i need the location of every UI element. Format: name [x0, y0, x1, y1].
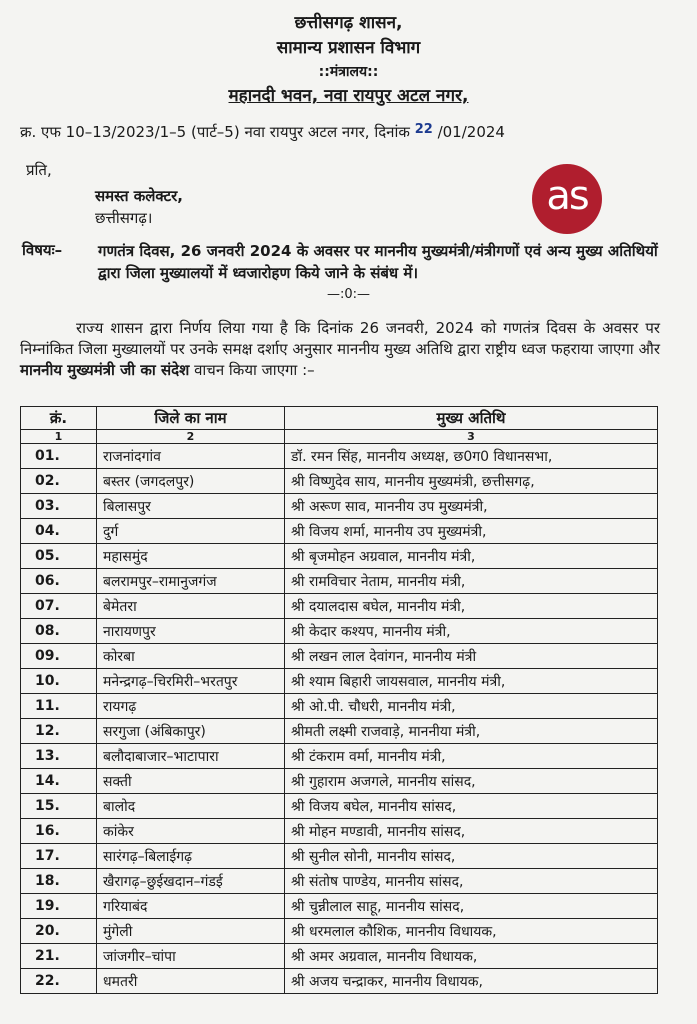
reference-number: क्र. एफ 10–13/2023/1–5 (पार्ट–5) नवा रायपुर अटल नगर, दिनांक: [20, 123, 410, 141]
recipient-state: छत्तीसगढ़।: [95, 209, 153, 227]
reference-date-day: 22: [414, 122, 433, 137]
table-row: [21, 469, 658, 494]
column-number: 2: [97, 430, 285, 444]
chief-guest-cell: श्री धरमलाल कौशिक, माननीय विधायक,: [285, 919, 658, 944]
chief-guest-cell: श्री संतोष पाण्डेय, माननीय सांसद,: [285, 869, 658, 894]
district-cell: धमतरी: [97, 969, 285, 994]
district-cell: गरियाबंद: [97, 894, 285, 919]
district-cell: जांजगीर–चांपा: [97, 944, 285, 969]
chief-guest-cell: श्री अमर अग्रवाल, माननीय विधायक,: [285, 944, 658, 969]
serial-cell: 15.: [21, 794, 97, 819]
table-row: [21, 919, 658, 944]
reference-date-month-year: /01/2024: [437, 123, 505, 141]
reference-line: [20, 122, 505, 142]
chief-guest-cell: श्री अरूण साव, माननीय उप मुख्यमंत्री,: [285, 494, 658, 519]
district-cell: नारायणपुर: [97, 619, 285, 644]
district-cell: कोरबा: [97, 644, 285, 669]
chief-guest-cell: श्री श्याम बिहारी जायसवाल, माननीय मंत्री,: [285, 669, 658, 694]
header-ministry: ::मंत्रालय::: [318, 64, 379, 80]
table-row: [21, 494, 658, 519]
chief-guest-cell: श्रीमती लक्ष्मी राजवाड़े, माननीया मंत्री,: [285, 719, 658, 744]
table-row: [21, 869, 658, 894]
serial-cell: 05.: [21, 544, 97, 569]
serial-cell: 03.: [21, 494, 97, 519]
serial-cell: 18.: [21, 869, 97, 894]
body-paragraph: [20, 318, 660, 381]
district-cell: सक्ती: [97, 769, 285, 794]
district-cell: बेमेतरा: [97, 594, 285, 619]
chief-guest-cell: श्री चुन्नीलाल साहू, माननीय सांसद,: [285, 894, 658, 919]
serial-cell: 16.: [21, 819, 97, 844]
district-cell: रायगढ़: [97, 694, 285, 719]
header-state-government: छत्तीसगढ़ शासन,: [294, 13, 403, 33]
table-row: [21, 694, 658, 719]
header-serial: क्रं.: [21, 407, 97, 430]
table-row: [21, 894, 658, 919]
chief-guest-cell: श्री ओ.पी. चौधरी, माननीय मंत्री,: [285, 694, 658, 719]
subject-label: विषयः–: [22, 241, 63, 259]
district-cell: सारंगढ़–बिलाईगढ़: [97, 844, 285, 869]
header-district: जिले का नाम: [97, 407, 285, 430]
chief-guest-cell: श्री केदार कश्यप, माननीय मंत्री,: [285, 619, 658, 644]
serial-cell: 14.: [21, 769, 97, 794]
table-row: [21, 619, 658, 644]
body-text-part2: वाचन किया जाएगा :–: [194, 361, 315, 379]
table-row: [21, 644, 658, 669]
chief-guest-cell: डॉ. रमन सिंह, माननीय अध्यक्ष, छ0ग0 विधानसभा,: [285, 444, 658, 469]
serial-cell: 13.: [21, 744, 97, 769]
table-row: [21, 569, 658, 594]
serial-cell: 12.: [21, 719, 97, 744]
column-number: 1: [21, 430, 97, 444]
district-cell: खैरागढ़–छुईखदान–गंडई: [97, 869, 285, 894]
column-number: 3: [285, 430, 658, 444]
subject-text: गणतंत्र दिवस, 26 जनवरी 2024 के अवसर पर माननीय मुख्यमंत्री/मंत्रीगणों एवं अन्य मुख्य अतिथियों द्वारा जिला मुख्यालयों में ध्वजारोहण किये जाने के संबंध में।: [98, 242, 658, 282]
serial-cell: 09.: [21, 644, 97, 669]
serial-cell: 08.: [21, 619, 97, 644]
watermark-logo: as: [532, 164, 602, 234]
district-cell: बलौदाबाजार–भाटापारा: [97, 744, 285, 769]
serial-cell: 11.: [21, 694, 97, 719]
table-row: [21, 744, 658, 769]
serial-cell: 21.: [21, 944, 97, 969]
table-row: [21, 794, 658, 819]
district-cell: बलरामपुर–रामानुजगंज: [97, 569, 285, 594]
chief-guest-cell: श्री गुहाराम अजगले, माननीय सांसद,: [285, 769, 658, 794]
body-text-bold: माननीय मुख्यमंत्री जी का संदेश: [20, 361, 190, 379]
table-row: [21, 719, 658, 744]
subject-separator: —:0:—: [326, 287, 371, 302]
table-row: [21, 844, 658, 869]
chief-guest-cell: श्री दयालदास बघेल, माननीय मंत्री,: [285, 594, 658, 619]
district-cell: मुंगेली: [97, 919, 285, 944]
serial-cell: 07.: [21, 594, 97, 619]
district-cell: बिलासपुर: [97, 494, 285, 519]
serial-cell: 06.: [21, 569, 97, 594]
recipient-prati: प्रति,: [26, 161, 52, 179]
body-text-part1: राज्य शासन द्वारा निर्णय लिया गया है कि दिनांक 26 जनवरी, 2024 को गणतंत्र दिवस के अवसर पर निम्नांकित जिला मुख्यालयों पर उनके समक्ष दर्शाए अनुसार माननीय मुख्य अतिथि द्वारा राष्ट्रीय ध्वज फहराया जाएगा और: [20, 319, 660, 358]
table-row: [21, 769, 658, 794]
header-department: सामान्य प्रशासन विभाग: [276, 38, 421, 58]
serial-cell: 02.: [21, 469, 97, 494]
guest-table: [20, 406, 658, 994]
serial-cell: 17.: [21, 844, 97, 869]
serial-cell: 19.: [21, 894, 97, 919]
serial-cell: 10.: [21, 669, 97, 694]
district-cell: बालोद: [97, 794, 285, 819]
chief-guest-cell: श्री बृजमोहन अग्रवाल, माननीय मंत्री,: [285, 544, 658, 569]
chief-guest-cell: श्री सुनील सोनी, माननीय सांसद,: [285, 844, 658, 869]
table-row: [21, 969, 658, 994]
chief-guest-cell: श्री विजय बघेल, माननीय सांसद,: [285, 794, 658, 819]
serial-cell: 01.: [21, 444, 97, 469]
table-row: [21, 594, 658, 619]
serial-cell: 22.: [21, 969, 97, 994]
serial-cell: 20.: [21, 919, 97, 944]
district-cell: कांकेर: [97, 819, 285, 844]
table-row: [21, 819, 658, 844]
table-row: [21, 519, 658, 544]
chief-guest-cell: श्री विजय शर्मा, माननीय उप मुख्यमंत्री,: [285, 519, 658, 544]
table-row: [21, 444, 658, 469]
recipient-collectors: समस्त कलेक्टर,: [95, 187, 183, 205]
table-row: [21, 544, 658, 569]
chief-guest-cell: श्री टंकराम वर्मा, माननीय मंत्री,: [285, 744, 658, 769]
district-cell: सरगुजा (अंबिकापुर): [97, 719, 285, 744]
header-chief-guest: मुख्य अतिथि: [285, 407, 658, 430]
district-cell: दुर्ग: [97, 519, 285, 544]
serial-cell: 04.: [21, 519, 97, 544]
chief-guest-cell: श्री अजय चन्द्राकर, माननीय विधायक,: [285, 969, 658, 994]
chief-guest-cell: श्री रामविचार नेताम, माननीय मंत्री,: [285, 569, 658, 594]
table-row: [21, 944, 658, 969]
district-cell: राजनांदगांव: [97, 444, 285, 469]
chief-guest-cell: श्री मोहन मण्डावी, माननीय सांसद,: [285, 819, 658, 844]
district-cell: महासमुंद: [97, 544, 285, 569]
chief-guest-cell: श्री लखन लाल देवांगन, माननीय मंत्री: [285, 644, 658, 669]
district-cell: मनेन्द्रगढ़–चिरमिरी–भरतपुर: [97, 669, 285, 694]
table-column-numbers: [21, 430, 658, 444]
table-header-row: [21, 407, 658, 430]
chief-guest-cell: श्री विष्णुदेव साय, माननीय मुख्यमंत्री, छत्तीसगढ़,: [285, 469, 658, 494]
header-address: महानदी भवन, नवा रायपुर अटल नगर,: [228, 86, 469, 106]
district-cell: बस्तर (जगदलपुर): [97, 469, 285, 494]
table-row: [21, 669, 658, 694]
